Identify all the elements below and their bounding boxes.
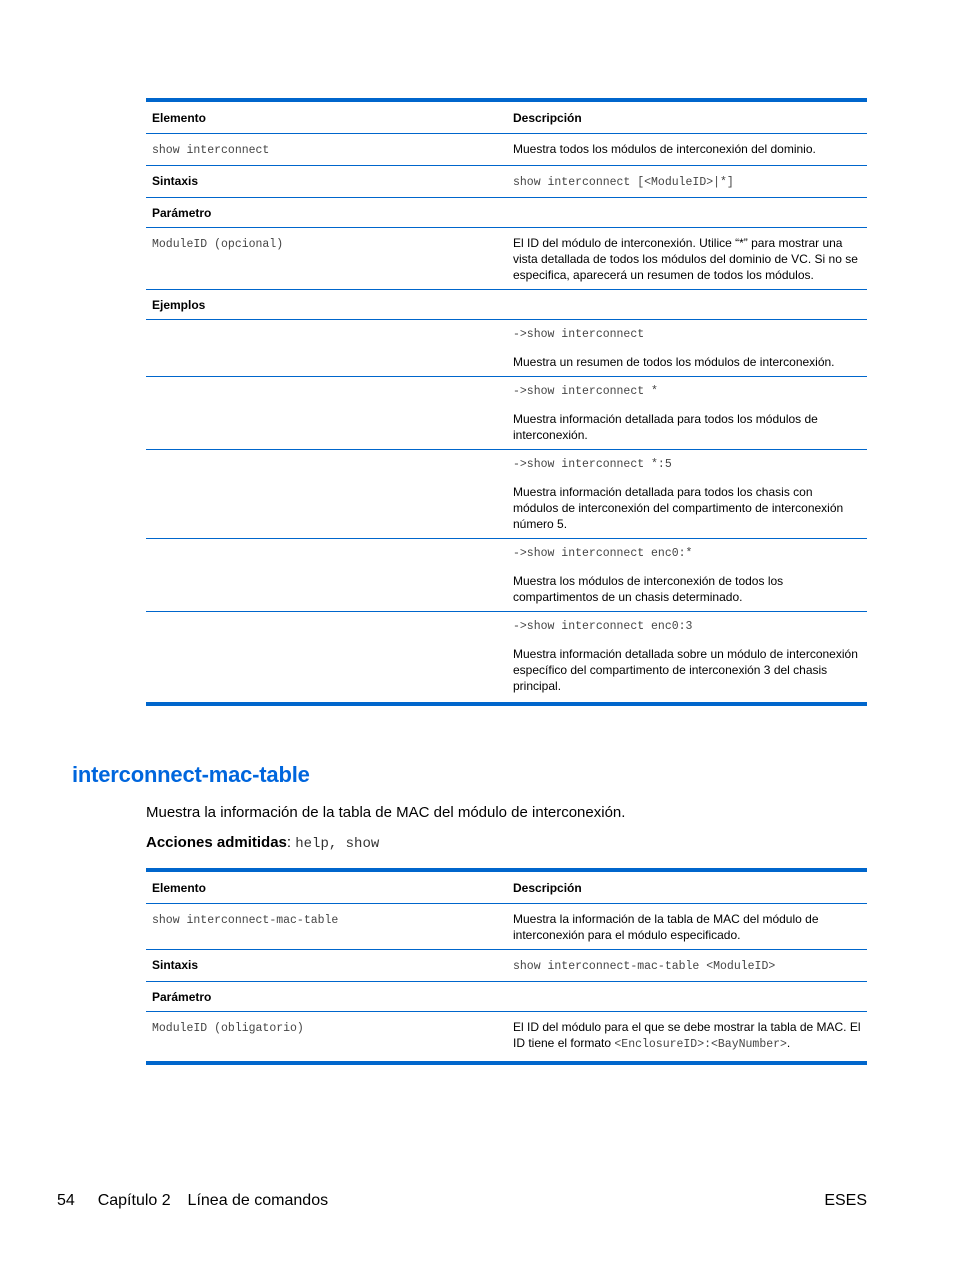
empty-cell — [146, 612, 507, 705]
supported-actions — [146, 834, 379, 852]
actions-value: help, show — [295, 836, 380, 852]
page-number: 54 — [57, 1192, 75, 1209]
example-command: ->show interconnect enc0:* — [513, 547, 693, 560]
table-row — [146, 134, 867, 166]
empty-cell — [507, 290, 867, 320]
parameter-name: ModuleID (obligatorio) — [152, 1022, 304, 1035]
column-header-descripcion: Descripción — [507, 100, 867, 134]
table-row — [146, 166, 867, 198]
syntax-value: show interconnect [<ModuleID>|*] — [513, 176, 734, 189]
actions-label: Acciones admitidas — [146, 834, 287, 851]
parameter-label: Parámetro — [146, 198, 507, 228]
example-row — [146, 320, 867, 377]
table-row — [146, 198, 867, 228]
syntax-label: Sintaxis — [146, 166, 507, 198]
table-header-row — [146, 870, 867, 904]
example-command: ->show interconnect *:5 — [513, 458, 672, 471]
empty-cell — [146, 450, 507, 539]
description-cell: Muestra la información de la tabla de MAC del módulo de interconexión para el módulo especificado. — [507, 904, 867, 950]
parameter-description: El ID del módulo de interconexión. Utilice “*” para mostrar una vista detallada de todos los módulos del dominio de VC. Si no se especifica, aparecerá un resumen de todos los módulos. — [507, 228, 867, 290]
example-description: Muestra información detallada sobre un módulo de interconexión específico del compartimento de interconexión 3 del chasis principal. — [513, 647, 858, 693]
chapter-title: Línea de comandos — [187, 1192, 329, 1209]
command-cell: show interconnect-mac-table — [152, 914, 339, 927]
command-cell: show interconnect — [152, 144, 270, 157]
example-row — [146, 612, 867, 705]
description-cell: Muestra todos los módulos de interconexión del dominio. — [507, 134, 867, 166]
example-command: ->show interconnect * — [513, 385, 658, 398]
empty-cell — [507, 982, 867, 1012]
empty-cell — [146, 320, 507, 377]
page-footer-left — [57, 1192, 328, 1210]
parameter-description-end: . — [786, 1036, 791, 1050]
column-header-elemento: Elemento — [146, 100, 507, 134]
example-row — [146, 450, 867, 539]
examples-label: Ejemplos — [146, 290, 507, 320]
column-header-descripcion: Descripción — [507, 870, 867, 904]
table-row — [146, 1012, 867, 1064]
example-description: Muestra información detallada para todos los módulos de interconexión. — [513, 412, 818, 442]
example-description: Muestra un resumen de todos los módulos de interconexión. — [513, 355, 835, 369]
example-row — [146, 539, 867, 612]
chapter-label: Capítulo 2 — [97, 1192, 171, 1209]
syntax-value: show interconnect-mac-table <ModuleID> — [513, 960, 776, 973]
show-interconnect-table — [146, 98, 867, 706]
table-row — [146, 982, 867, 1012]
empty-cell — [507, 198, 867, 228]
syntax-label: Sintaxis — [146, 950, 507, 982]
table-header-row — [146, 100, 867, 134]
section-description: Muestra la información de la tabla de MAC del módulo de interconexión. — [146, 804, 626, 821]
empty-cell — [146, 539, 507, 612]
section-title: interconnect-mac-table — [72, 762, 310, 787]
empty-cell — [146, 377, 507, 450]
example-description: Muestra los módulos de interconexión de todos los compartimentos de un chasis determinado. — [513, 574, 784, 604]
table-row — [146, 228, 867, 290]
parameter-description — [507, 1012, 867, 1064]
parameter-label: Parámetro — [146, 982, 507, 1012]
example-row — [146, 377, 867, 450]
table-row — [146, 904, 867, 950]
parameter-description-text: El ID del módulo para el que se debe mostrar la tabla de MAC. El ID tiene el formato — [513, 1020, 861, 1050]
table-row — [146, 290, 867, 320]
interconnect-mac-table-table — [146, 868, 867, 1065]
actions-separator: : — [286, 834, 296, 851]
example-command: ->show interconnect — [513, 328, 645, 341]
column-header-elemento: Elemento — [146, 870, 507, 904]
example-command: ->show interconnect enc0:3 — [513, 620, 693, 633]
table-row — [146, 950, 867, 982]
example-description: Muestra información detallada para todos los chasis con módulos de interconexión del compartimento de interconexión número 5. — [513, 485, 844, 531]
format-code: <EnclosureID>:<BayNumber> — [614, 1038, 787, 1051]
language-code: ESES — [824, 1192, 867, 1209]
parameter-name: ModuleID (opcional) — [152, 238, 284, 251]
